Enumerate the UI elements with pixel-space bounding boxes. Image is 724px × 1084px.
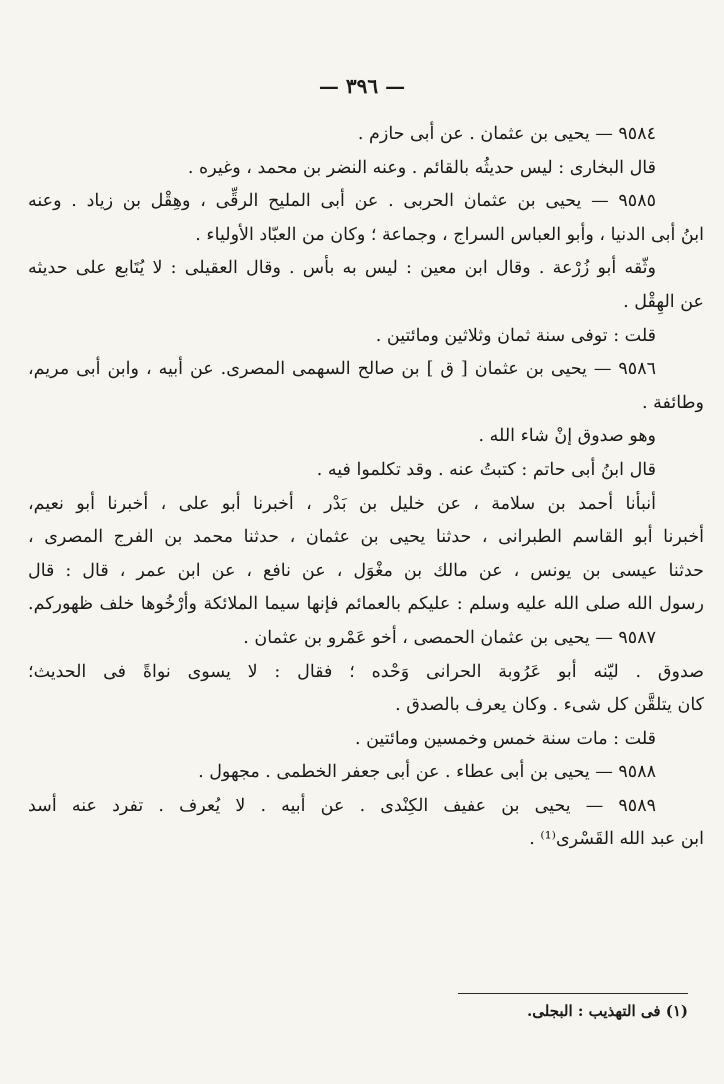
text-line: ٩٥٨٨ — يحيى بن أبى عطاء . عن أبى جعفر الخطمى . مجهول .	[198, 762, 656, 783]
text-line: عن الهِقْل .	[623, 291, 704, 312]
text-line: ابنُ أبى الدنيا ، وأبو العباس السراج ، وجماعة ؛ وكان من العبّاد الأولياء .	[195, 224, 704, 245]
text-line: قلت : توفى سنة ثمان وثلاثين ومائتين .	[375, 325, 656, 346]
footnote: (١) فى التهذيب : البجلى.	[527, 1002, 688, 1020]
text-line: صدوق . ليّنه أبو عَرُوبة الحرانى وَحْده ؛ فقال : لا يسوى نواةً فى الحديث؛	[28, 661, 704, 682]
text-line: ٩٥٨٦ — يحيى بن عثمان [ ق ] بن صالح السهمى المصرى. عن أبيه ، وابن أبى مريم،	[28, 359, 656, 380]
text-line: وهو صدوق إنْ شاء الله .	[478, 426, 656, 447]
text-line: أخبرنا أبو القاسم الطبرانى ، حدثنا يحيى بن عثمان ، حدثنا محمد بن الفرج المصرى ،	[28, 527, 704, 548]
text-line: أنبأنا أحمد بن سلامة ، عن خليل بن بَدْر ، أخبرنا أبو على ، أخبرنا أبو نعيم،	[28, 493, 656, 514]
page-number: — ٣٩٦ —	[318, 74, 406, 98]
text-line: قلت : مات سنة خمس وخمسين ومائتين .	[354, 728, 656, 749]
text-line: ٩٥٨٧ — يحيى بن عثمان الحمصى ، أخو عَمْرو بن عثمان .	[243, 627, 656, 648]
text-line: وثّقه أبو زُرْعة . وقال ابن معين : ليس به بأس . وقال العقيلى : لا يُتَابع على حديثه	[28, 258, 656, 279]
text-line: ابن عبد الله القَسْرى⁽¹⁾ .	[529, 829, 704, 850]
text-line: وطائفة .	[642, 392, 704, 413]
text-line: كان يتلقَّن كل شىء . وكان يعرف بالصدق .	[395, 695, 704, 716]
footnote-divider	[458, 993, 688, 994]
text-line: ٩٥٨٥ — يحيى بن عثمان الحربى . عن أبى المليح الرقِّى ، وهِقْل بن زياد . وعنه	[28, 191, 656, 212]
text-line: قال ابنُ أبى حاتم : كتبتُ عنه . وقد تكلموا فيه .	[316, 459, 656, 480]
text-line: ٩٥٨٤ — يحيى بن عثمان . عن أبى حازم .	[357, 124, 656, 144]
main-text	[28, 118, 704, 857]
text-line: قال البخارى : ليس حديثُه بالقائم . وعنه النضر بن محمد ، وغيره .	[187, 157, 656, 178]
text-line: رسول الله صلى الله عليه وسلم : عليكم بالعمائم فإنها سيما الملائكة وأرْخُوها خلف ظهوركم.	[28, 594, 704, 615]
text-line: حدثنا عيسى بن يونس ، عن مالك بن مغْوَل ، عن نافع ، عن ابن عمر ، قال : قال	[28, 560, 704, 581]
text-line: ٩٥٨٩ — يحيى بن عفيف الكِنْدى . عن أبيه . لا يُعرف . تفرد عنه أسد	[28, 795, 656, 816]
